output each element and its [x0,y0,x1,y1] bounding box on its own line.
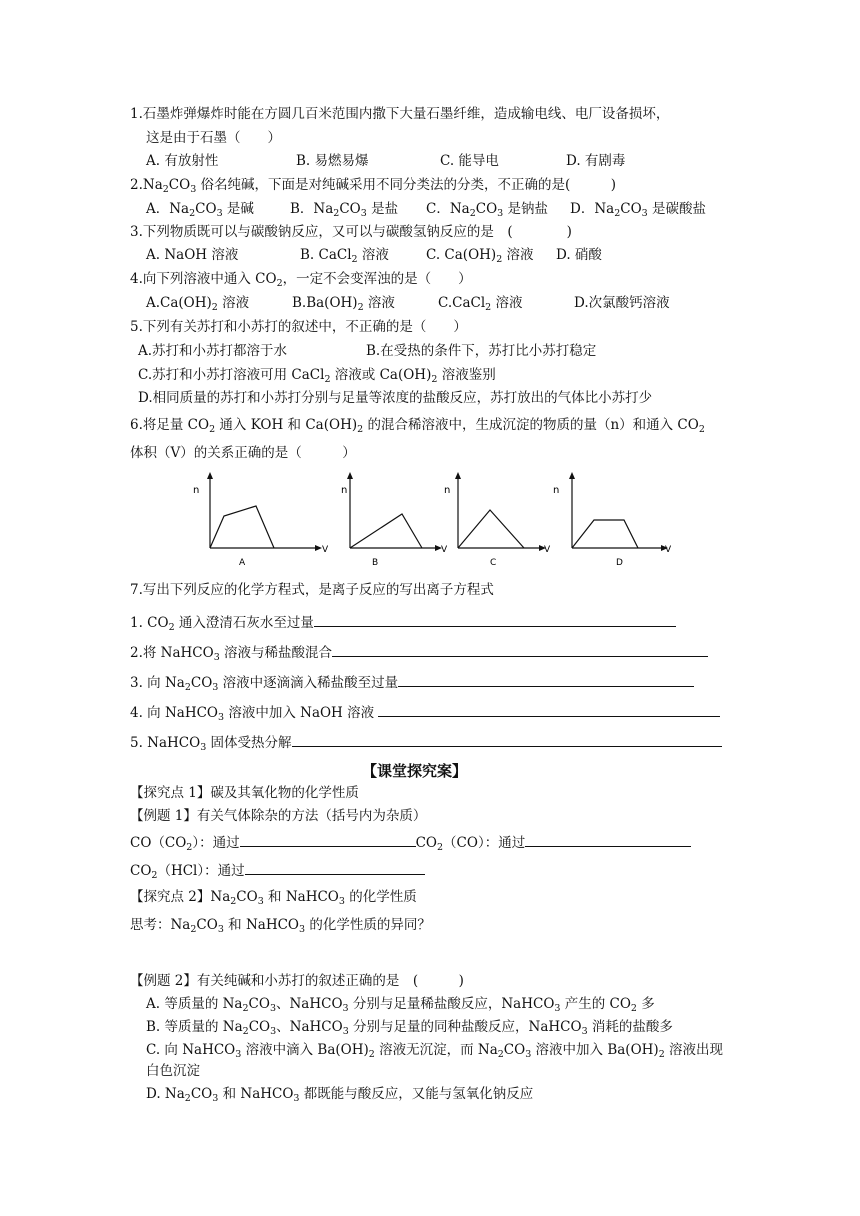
graph-a-label: A [239,558,246,568]
example2-option-c-cont: 白色沉淀 [146,1063,200,1079]
q3-option-c: C. $Ca(OH)_2$ 溶液 [426,247,534,265]
q2-option-b: B．$Na_2CO_3$ 是盐 [290,201,399,219]
example1-stem: 【例题 1】有关气体除杂的方法（括号内为杂质） [130,808,427,824]
answer-blank[interactable] [314,612,676,627]
q7-item-1: 1. $CO_2$ 通入澄清石灰水至过量 [130,612,676,637]
q4-stem: 4.向下列溶液中通入 $CO_2$，一定不会变浑浊的是（ ） [130,271,472,289]
graph-a-n-label: n [193,485,200,496]
answer-blank[interactable] [332,642,708,657]
example2-stem: 【例题 2】有关纯碱和小苏打的叙述正确的是 ( ) [130,973,464,989]
q1-option-a: A. 有放射性 [146,153,219,169]
q2-option-a: A．$Na_2CO_3$ 是碱 [146,201,254,219]
q5-option-d: D.相同质量的苏打和小苏打分别与足量等浓度的盐酸反应，苏打放出的气体比小苏打少 [138,390,653,406]
q3-stem: 3.下列物质既可以与碳酸钠反应，又可以与碳酸氢钠反应的是 ( ) [130,224,572,240]
graph-c-label: C [490,558,497,568]
q1-stem-line1: 1.石墨炸弹爆炸时能在方圆几百米范围内撒下大量石墨纤维，造成输电线、电厂设备损坏， [130,106,670,122]
q5-option-a: A.苏打和小苏打都溶于水 [138,343,288,359]
q5-option-c: C.苏打和小苏打溶液可用 CaCl$_2$ 溶液或 $Ca(OH)_2$ 溶液鉴别 [138,367,496,385]
graph-c-v-label: V [544,545,551,555]
q5-option-b: B.在受热的条件下，苏打比小苏打稳定 [366,343,597,359]
graph-d-label: D [616,558,623,568]
q5-stem: 5.下列有关苏打和小苏打的叙述中，不正确的是（ ） [130,319,467,335]
graph-d-v-label: V [665,545,672,555]
graph-b-v-label: V [441,545,448,555]
q7-item-2: 2.将 NaHCO$_3$ 溶液与稀盐酸混合 [130,642,708,667]
example2-option-d: D. $Na_2CO_3$ 和 NaHCO$_3$ 都既能与酸反应，又能与氢氧化钠反应 [146,1086,534,1104]
explore2-think: 思考：$Na_2CO_3$ 和 NaHCO$_3$ 的化学性质的异同？ [130,917,431,935]
q3-option-d: D. 硝酸 [556,247,602,263]
q7-item-3: 3. 向 $Na_2CO_3$ 溶液中逐滴滴入稀盐酸至过量 [130,672,694,697]
example2-option-c: C. 向 NaHCO$_3$ 溶液中滴入 $Ba(OH)_2$ 溶液无沉淀，而 $Na_2CO_3$ 溶液中加入 $Ba(OH)_2$ 溶液出现 [146,1042,724,1060]
answer-blank[interactable] [378,702,720,717]
graph-a-v-label: V [322,545,329,555]
graph-b [332,470,452,570]
q2-stem: $2.Na_2CO_3$ 俗名纯碱，下面是对纯碱采用不同分类法的分类，不正确的是( ) [130,177,617,195]
answer-blank[interactable] [292,732,722,747]
answer-blank[interactable] [525,832,691,847]
q1-option-c: C. 能导电 [440,153,499,169]
graph-d [552,470,682,570]
answer-blank[interactable] [398,672,694,687]
example2-option-b: B. 等质量的 $Na_2CO_3$、NaHCO$_3$ 分别与足量的同种盐酸反应，NaHCO$_3$ 消耗的盐酸多 [146,1019,673,1037]
graph-a [190,470,330,570]
graph-c-n-label: n [444,485,451,496]
graph-c [440,470,560,570]
answer-blank[interactable] [240,832,416,847]
q1-stem-line2: 这是由于石墨（ ） [146,130,281,146]
graph-b-n-label: n [341,485,348,496]
q7-item-5: 5. NaHCO$_3$ 固体受热分解 [130,732,722,757]
q7-item-4: 4. 向 NaHCO$_3$ 溶液中加入 NaOH 溶液 [130,702,720,727]
q1-option-b: B. 易燃易爆 [296,153,369,169]
q4-option-b: $B.Ba(OH)_2$ 溶液 [292,295,395,313]
q4-option-c: C.CaCl$_2$ 溶液 [438,295,523,313]
q7-stem: 7.写出下列反应的化学方程式，是离子反应的写出离子方程式 [130,582,494,598]
q2-option-c: C．$Na_2CO_3$ 是钠盐 [426,201,548,219]
section-title: 【课堂探究案】 [362,762,468,780]
graph-d-n-label: n [553,485,560,496]
q6-stem-line1: 6.将足量 $CO_2$ 通入 KOH 和 $Ca(OH)_2$ 的混合稀溶液中，生成沉淀的物质的量（n）和通入 $CO_2$ [130,417,705,435]
q2-option-d: D．$Na_2CO_3$ 是碳酸盐 [570,201,706,219]
graph-b-label: B [372,558,379,568]
q1-option-d: D. 有剧毒 [566,153,626,169]
co-removal-line: $CO(CO_2)$：通过 $CO_2(CO)$：通过 [130,832,691,857]
q4-option-a: $A.Ca(OH)_2$ 溶液 [146,295,250,313]
example2-option-a: A. 等质量的 $Na_2CO_3$、NaHCO$_3$ 分别与足量稀盐酸反应，NaHCO$_3$ 产生的 $CO_2$ 多 [146,996,655,1014]
explore1-title: 【探究点 1】碳及其氧化物的化学性质 [130,785,359,801]
explore2-title: 【探究点 2】$Na_2CO_3$ 和 NaHCO$_3$ 的化学性质 [130,889,417,907]
q3-option-b: B. CaCl$_2$ 溶液 [300,247,389,265]
q4-option-d: D.次氯酸钙溶液 [574,295,670,311]
q3-option-a: A. NaOH 溶液 [146,247,239,263]
q6-stem-line2: 体积（V）的关系正确的是（ ） [130,445,356,461]
co2-hcl-line: $CO_2(HCl)$：通过 [130,860,425,885]
answer-blank[interactable] [245,860,425,875]
